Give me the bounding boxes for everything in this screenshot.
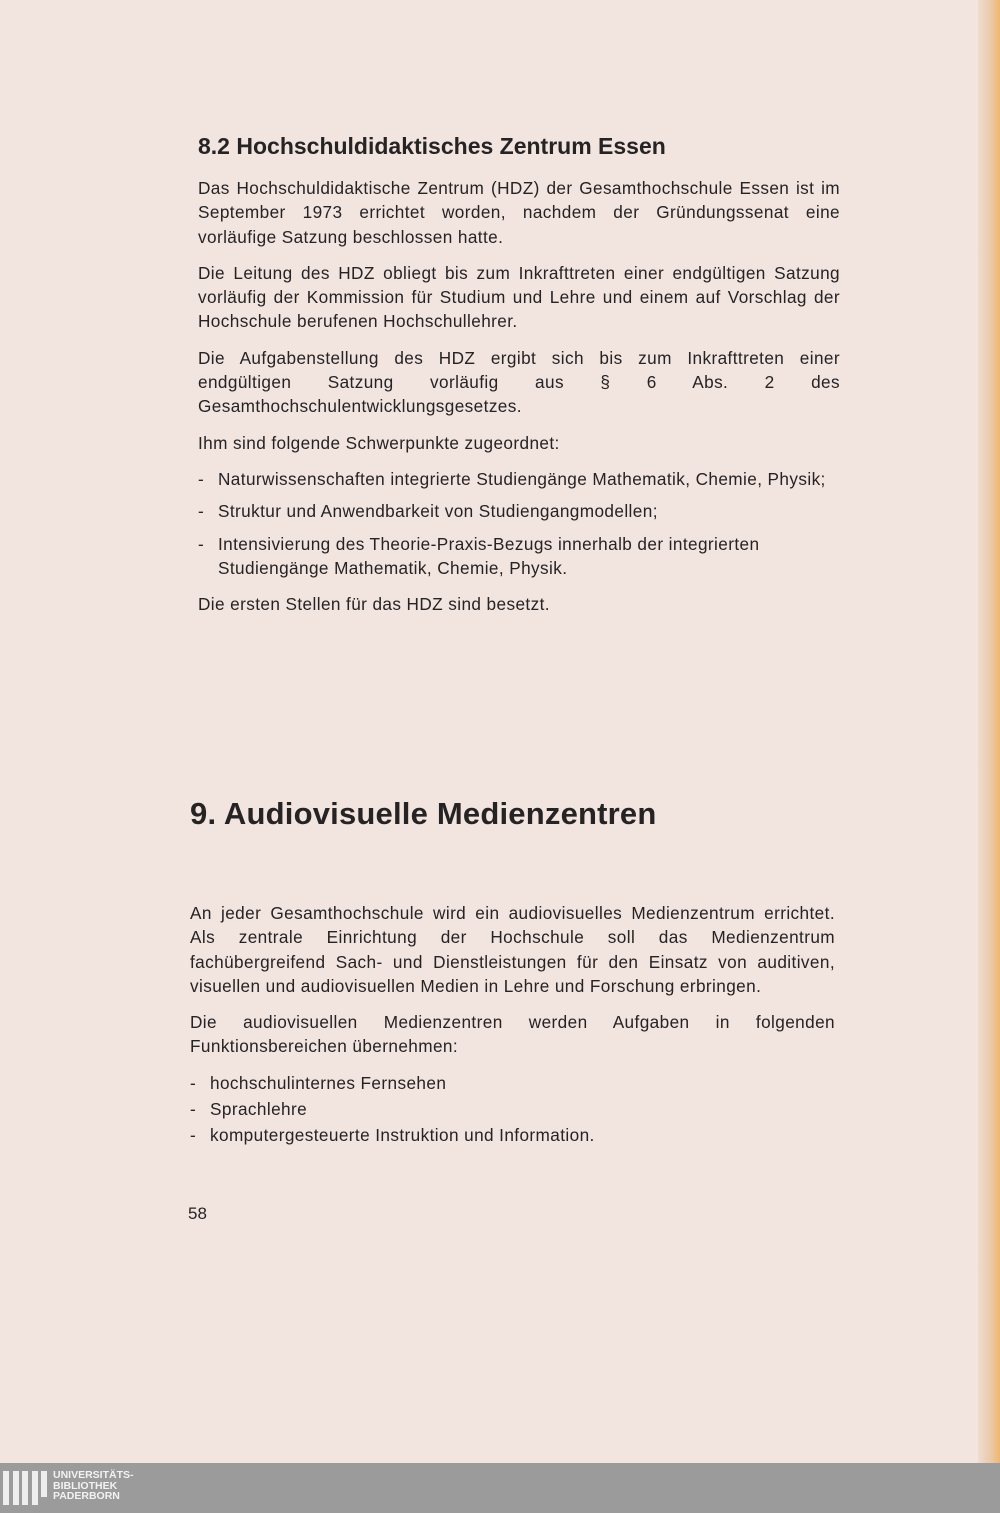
paragraph: Die Aufgabenstellung des HDZ ergibt sich bis zum Inkrafttreten einer endgültigen Satzung vorläufig aus § 6 Abs. 2 des Gesamthochschulentwicklungsgesetzes. bbox=[198, 347, 840, 417]
section-9-body bbox=[190, 901, 835, 1160]
list-item: - Sprachlehre bbox=[190, 1099, 308, 1120]
paragraph: Ihm sind folgende Schwerpunkte zugeordnet: bbox=[198, 432, 560, 453]
list-item: - Naturwissenschaften integrierte Studiengänge Mathematik, Chemie, Physik; bbox=[198, 468, 826, 489]
paragraph: Das Hochschuldidaktische Zentrum (HDZ) der Gesamthochschule Essen ist im September 1973 errichtet worden, nachdem der Gründungssenat eine vorläufige Satzung beschlossen hatte. bbox=[198, 178, 840, 247]
list-item: - Intensivierung des Theorie-Praxis-Bezugs innerhalb der integrierten Studiengänge Mathematik, Chemie, Physik. bbox=[198, 533, 760, 578]
paragraph: Die Leitung des HDZ obliegt bis zum Inkrafttreten einer endgültigen Satzung vorläufig der Kommission für Studium und Lehre und einem auf Vorschlag der Hochschule berufenen Hochschullehrer. bbox=[198, 262, 840, 332]
list-item: - hochschulinternes Fernsehen bbox=[190, 1072, 447, 1093]
list-item: - Struktur und Anwendbarkeit von Studiengangmodellen; bbox=[198, 501, 658, 522]
chapter-heading: 9. Audiovisuelle Medienzentren bbox=[190, 796, 657, 831]
function-list bbox=[190, 1071, 835, 1148]
focus-list bbox=[198, 467, 840, 580]
paragraph: Die ersten Stellen für das HDZ sind besetzt. bbox=[198, 594, 550, 615]
paragraph: An jeder Gesamthochschule wird ein audiovisuelles Medienzentrum errichtet. Als zentrale Einrichtung der Hochschule soll das Medienzentrum fachübergreifend Sach- und Dienstleistungen für den Einsatz von auditiven, visuellen und audiovisuellen Medien in Lehre und Forschung erbringen. bbox=[190, 903, 835, 996]
page-number: 58 bbox=[188, 1204, 207, 1223]
section-heading: 8.2 Hochschuldidaktisches Zentrum Essen bbox=[198, 133, 666, 159]
library-logo-text: UNIVERSITÄTS- BIBLIOTHEK PADERBORN bbox=[53, 1469, 134, 1502]
paragraph: Die audiovisuellen Medienzentren werden Aufgaben in folgenden Funktionsbereichen übernehmen: bbox=[190, 1012, 835, 1057]
library-footer bbox=[0, 1463, 1000, 1513]
list-item: - komputergesteuerte Instruktion und Information. bbox=[190, 1125, 595, 1146]
page-edge bbox=[978, 0, 1000, 1463]
section-8-2-body bbox=[198, 176, 840, 628]
